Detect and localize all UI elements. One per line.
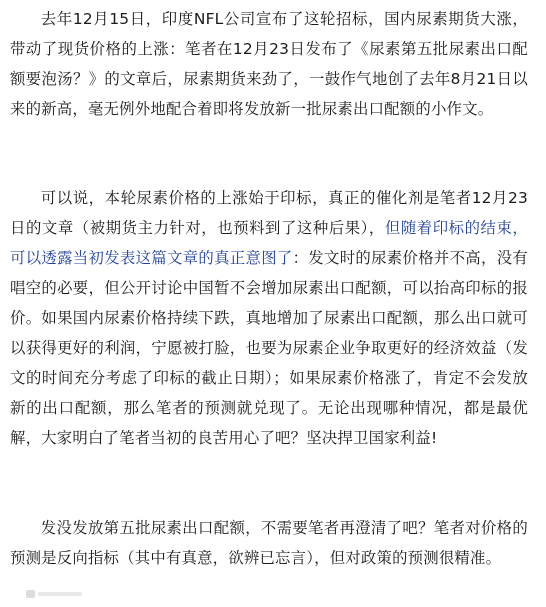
- paragraph-1: 去年12月15日，印度NFL公司宣布了这轮招标，国内尿素期货大涨，带动了现货价格的上涨：笔者在12月23日发布了《尿素第五批尿素出口配额要泡汤？》的文章后，尿素期货来劲了，一鼓作气地创了去年8月21日以来的新高，毫无例外地配合着即将发放新一批尿素出口配额的小作文。: [10, 10, 528, 118]
- paragraph-2-body: ：发文时的尿素价格并不高，没有唱空的必要，但公开讨论中国暂不会增加尿素出口配额，可以抬高印标的报价。如果国内尿素价格持续下跌，真地增加了尿素出口配额，那么出口就可以获得更好的利润，宁愿被打脸，也要为尿素企业争取更好的经济效益（发文的时间充分考虑了印标的截止日期）；如果尿素价格涨了，肯定不会发放新的出口配额，那么笔者的预测就兑现了。无论出现哪种情况，都是最优解，大家明白了笔者当初的良苦用心了吧？坚决捍卫国家利益!: [10, 249, 528, 447]
- paragraph-2-intro: 可以说，本轮尿素价格的上涨始于印标，真正的催化剂是笔者12月23日的文章（被期货主力针对，也预料到了这种后果），: [10, 189, 528, 237]
- highlighted-link-text[interactable]: 但随着印标的结束，可以透露当初发表这篇文章的真正意图了: [10, 219, 528, 267]
- paragraph-2: [0, 183, 546, 453]
- watermark-icon: [26, 588, 86, 600]
- watermark-logo: [26, 588, 86, 605]
- paragraph-3: 发没发放第五批尿素出口配额，不需要笔者再澄清了吧？笔者对价格的预测是反向指标（其中有真意，欲辨已忘言），但对政策的预测很精准。: [10, 519, 528, 567]
